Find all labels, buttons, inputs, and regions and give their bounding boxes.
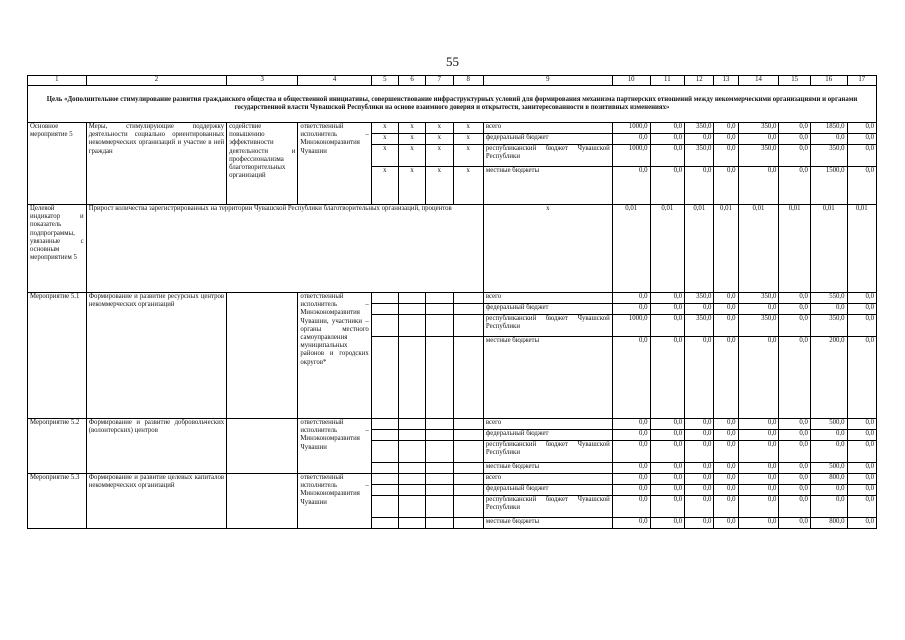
- amount-cell: 0,0: [779, 337, 810, 419]
- code-cell: [453, 496, 483, 518]
- funding-source: федеральный бюджет: [483, 134, 612, 145]
- code-cell: x: [399, 167, 426, 205]
- code-cell: [426, 441, 453, 463]
- amount-cell: 0,0: [612, 293, 650, 304]
- amount-cell: 350,0: [810, 145, 847, 167]
- amount-cell: 0,0: [685, 134, 714, 145]
- code-cell: x: [426, 123, 453, 134]
- amount-cell: 0,0: [779, 145, 810, 167]
- amount-cell: 0,0: [738, 496, 779, 518]
- code-cell: x: [453, 123, 483, 134]
- column-number: 16: [810, 76, 847, 86]
- responsible-executor: ответственный исполнитель – Минэкономразвития Чувашии, участники – органы местного самоуправления муниципальных районов и городских округов*: [298, 293, 371, 419]
- amount-cell: 0,0: [738, 167, 779, 205]
- measure-goal: [227, 419, 298, 474]
- code-cell: [426, 518, 453, 529]
- amount-cell: 0,0: [779, 518, 810, 529]
- amount-cell: 0,0: [738, 430, 779, 441]
- code-cell: [399, 419, 426, 430]
- code-cell: [426, 485, 453, 496]
- code-cell: [426, 496, 453, 518]
- funding-source: федеральный бюджет: [483, 430, 612, 441]
- column-number: 7: [426, 76, 453, 86]
- column-number: 4: [298, 76, 371, 86]
- amount-cell: 0,0: [650, 315, 685, 337]
- amount-cell: 0,0: [847, 463, 876, 474]
- amount-cell: 0,0: [650, 496, 685, 518]
- amount-cell: 0,0: [650, 134, 685, 145]
- amount-cell: 0,0: [650, 463, 685, 474]
- amount-cell: 0,0: [650, 485, 685, 496]
- table-row: [28, 76, 877, 86]
- code-cell: x: [426, 134, 453, 145]
- amount-cell: 0,0: [738, 419, 779, 430]
- amount-cell: 0,0: [612, 485, 650, 496]
- indicator-x: x: [483, 205, 612, 293]
- column-number: 8: [453, 76, 483, 86]
- column-number: 3: [227, 76, 298, 86]
- table-row: [28, 474, 877, 485]
- measure-name: Меры, стимулирующие поддержку деятельности социально ориентированных некоммерческих организаций и участие в ней граждан: [86, 123, 226, 205]
- amount-cell: 0,0: [847, 441, 876, 463]
- measure-goal: [227, 474, 298, 529]
- amount-cell: 0,0: [685, 419, 714, 430]
- indicator-value: 0,01: [685, 205, 714, 293]
- code-cell: x: [371, 145, 398, 167]
- amount-cell: 1500,0: [810, 167, 847, 205]
- code-cell: x: [371, 167, 398, 205]
- indicator-value: 0,01: [714, 205, 738, 293]
- code-cell: [399, 315, 426, 337]
- amount-cell: 800,0: [810, 474, 847, 485]
- code-cell: [453, 441, 483, 463]
- code-cell: [371, 474, 398, 485]
- amount-cell: 1850,0: [810, 123, 847, 134]
- measure-name: Формирование и развитие добровольческих (волонтерских) центров: [86, 419, 226, 474]
- table-row: [28, 86, 877, 123]
- amount-cell: 0,0: [612, 518, 650, 529]
- program-table: [27, 75, 877, 529]
- amount-cell: 0,0: [714, 304, 738, 315]
- amount-cell: 1000,0: [612, 315, 650, 337]
- code-cell: [399, 293, 426, 304]
- amount-cell: 1000,0: [612, 123, 650, 134]
- column-number: 2: [86, 76, 226, 86]
- amount-cell: 350,0: [738, 145, 779, 167]
- amount-cell: 0,0: [714, 463, 738, 474]
- code-cell: [371, 419, 398, 430]
- amount-cell: 0,0: [847, 419, 876, 430]
- amount-cell: 0,0: [650, 123, 685, 134]
- amount-cell: 350,0: [685, 145, 714, 167]
- column-number: 10: [612, 76, 650, 86]
- amount-cell: 0,0: [779, 304, 810, 315]
- code-cell: [399, 518, 426, 529]
- code-cell: [399, 337, 426, 419]
- funding-source: республиканский бюджет Чувашской Республики: [483, 145, 612, 167]
- amount-cell: 0,0: [685, 337, 714, 419]
- amount-cell: 0,0: [650, 430, 685, 441]
- amount-cell: 200,0: [810, 337, 847, 419]
- responsible-executor: ответственный исполнитель – Минэкономразвития Чувашии: [298, 474, 371, 529]
- code-cell: [371, 463, 398, 474]
- funding-source: федеральный бюджет: [483, 304, 612, 315]
- code-cell: [371, 304, 398, 315]
- amount-cell: 0,0: [779, 441, 810, 463]
- column-number: 11: [650, 76, 685, 86]
- funding-source: местные бюджеты: [483, 463, 612, 474]
- funding-source: всего: [483, 474, 612, 485]
- amount-cell: 0,0: [738, 474, 779, 485]
- indicator-label: Целевой индикатор и показатель подпрограммы, увязанные с основным мероприятием 5: [28, 205, 87, 293]
- code-cell: [371, 315, 398, 337]
- column-number: 14: [738, 76, 779, 86]
- code-cell: [453, 474, 483, 485]
- amount-cell: 0,0: [779, 315, 810, 337]
- indicator-value: 0,01: [650, 205, 685, 293]
- column-number: 6: [399, 76, 426, 86]
- indicator-value: 0,01: [810, 205, 847, 293]
- goal-text: Цель «Дополнительное стимулирование развития гражданского общества и общественной инициативы, совершенствование инфраструктурных условий для формирования механизма партнерских отношений между некоммерческими организациями и органами государственной власти Чувашской Республики на основе взаимного доверия и открытости, заинтересованности в позитивных изменениях»: [28, 86, 877, 123]
- amount-cell: 0,0: [685, 430, 714, 441]
- code-cell: [371, 485, 398, 496]
- code-cell: [426, 419, 453, 430]
- code-cell: [399, 474, 426, 485]
- code-cell: [453, 337, 483, 419]
- code-cell: x: [399, 123, 426, 134]
- measure-code: Мероприятие 5.3: [28, 474, 87, 529]
- amount-cell: 0,0: [714, 293, 738, 304]
- amount-cell: 0,0: [650, 518, 685, 529]
- column-number: 13: [714, 76, 738, 86]
- amount-cell: 0,0: [847, 496, 876, 518]
- code-cell: x: [371, 134, 398, 145]
- code-cell: x: [399, 145, 426, 167]
- amount-cell: 0,0: [612, 430, 650, 441]
- amount-cell: 0,0: [847, 304, 876, 315]
- amount-cell: 0,0: [650, 419, 685, 430]
- amount-cell: 0,0: [738, 485, 779, 496]
- measure-name: Формирование и развитие целевых капиталов некоммерческих организаций: [86, 474, 226, 529]
- amount-cell: 0,0: [779, 419, 810, 430]
- funding-source: республиканский бюджет Чувашской Республики: [483, 496, 612, 518]
- amount-cell: 0,0: [738, 304, 779, 315]
- amount-cell: 0,0: [612, 419, 650, 430]
- column-number: 1: [28, 76, 87, 86]
- amount-cell: 0,0: [779, 167, 810, 205]
- amount-cell: 0,0: [714, 167, 738, 205]
- amount-cell: 350,0: [738, 293, 779, 304]
- responsible-executor: ответственный исполнитель – Минэкономразвития Чувашии: [298, 123, 371, 205]
- amount-cell: 0,0: [738, 134, 779, 145]
- code-cell: [399, 430, 426, 441]
- amount-cell: 0,0: [650, 293, 685, 304]
- amount-cell: 0,0: [650, 474, 685, 485]
- code-cell: [371, 430, 398, 441]
- amount-cell: 0,0: [612, 474, 650, 485]
- amount-cell: 0,0: [714, 474, 738, 485]
- amount-cell: 0,0: [685, 496, 714, 518]
- code-cell: [426, 463, 453, 474]
- amount-cell: 350,0: [685, 315, 714, 337]
- code-cell: [426, 293, 453, 304]
- code-cell: x: [426, 145, 453, 167]
- amount-cell: 0,0: [738, 337, 779, 419]
- indicator-text: Прирост количества зарегистрированных на территории Чувашской Республики благотворительных организаций, процентов: [86, 205, 483, 293]
- column-number: 15: [779, 76, 810, 86]
- amount-cell: 0,0: [779, 496, 810, 518]
- measure-goal: содействие повышению эффективности деятельности и профессионализма благотворительных организаций: [227, 123, 298, 205]
- amount-cell: 800,0: [810, 518, 847, 529]
- amount-cell: 0,0: [714, 134, 738, 145]
- amount-cell: 0,0: [685, 167, 714, 205]
- code-cell: [453, 518, 483, 529]
- indicator-value: 0,01: [612, 205, 650, 293]
- amount-cell: 350,0: [738, 123, 779, 134]
- amount-cell: 0,0: [714, 496, 738, 518]
- amount-cell: 0,0: [810, 485, 847, 496]
- amount-cell: 0,0: [714, 337, 738, 419]
- amount-cell: 0,0: [810, 441, 847, 463]
- amount-cell: 1000,0: [612, 145, 650, 167]
- page-number: 55: [446, 54, 459, 69]
- amount-cell: 0,0: [612, 304, 650, 315]
- column-number: 12: [685, 76, 714, 86]
- amount-cell: 0,0: [847, 293, 876, 304]
- amount-cell: 0,0: [612, 134, 650, 145]
- code-cell: [371, 441, 398, 463]
- amount-cell: 0,0: [714, 441, 738, 463]
- amount-cell: 350,0: [810, 315, 847, 337]
- amount-cell: 0,0: [685, 518, 714, 529]
- funding-source: всего: [483, 123, 612, 134]
- amount-cell: 0,0: [847, 474, 876, 485]
- amount-cell: 0,0: [738, 518, 779, 529]
- column-number: 5: [371, 76, 398, 86]
- amount-cell: 0,0: [779, 134, 810, 145]
- amount-cell: 0,0: [714, 419, 738, 430]
- amount-cell: 0,0: [650, 304, 685, 315]
- amount-cell: 0,0: [847, 485, 876, 496]
- funding-source: местные бюджеты: [483, 337, 612, 419]
- amount-cell: 0,0: [738, 463, 779, 474]
- amount-cell: 0,0: [810, 134, 847, 145]
- funding-source: всего: [483, 293, 612, 304]
- amount-cell: 500,0: [810, 419, 847, 430]
- measure-code: Основное мероприятие 5: [28, 123, 87, 205]
- code-cell: x: [399, 134, 426, 145]
- code-cell: [453, 293, 483, 304]
- amount-cell: 0,0: [650, 145, 685, 167]
- amount-cell: 350,0: [685, 293, 714, 304]
- amount-cell: 0,0: [847, 123, 876, 134]
- measure-goal: [227, 293, 298, 419]
- table-row: [28, 293, 877, 304]
- indicator-value: 0,01: [779, 205, 810, 293]
- amount-cell: 0,0: [650, 441, 685, 463]
- funding-source: федеральный бюджет: [483, 485, 612, 496]
- amount-cell: 0,0: [650, 337, 685, 419]
- column-number: 9: [483, 76, 612, 86]
- funding-source: всего: [483, 419, 612, 430]
- amount-cell: 0,0: [847, 167, 876, 205]
- code-cell: [371, 293, 398, 304]
- amount-cell: 0,0: [714, 315, 738, 337]
- table-row: [28, 123, 877, 134]
- code-cell: [426, 430, 453, 441]
- amount-cell: 0,0: [714, 485, 738, 496]
- amount-cell: 0,0: [779, 485, 810, 496]
- funding-source: республиканский бюджет Чувашской Республики: [483, 315, 612, 337]
- amount-cell: 0,0: [714, 123, 738, 134]
- code-cell: [453, 463, 483, 474]
- amount-cell: 0,0: [847, 134, 876, 145]
- amount-cell: 0,0: [685, 485, 714, 496]
- code-cell: [371, 496, 398, 518]
- amount-cell: 0,0: [714, 145, 738, 167]
- code-cell: x: [453, 134, 483, 145]
- code-cell: [426, 337, 453, 419]
- amount-cell: 0,0: [779, 474, 810, 485]
- amount-cell: 0,0: [810, 304, 847, 315]
- amount-cell: 0,0: [847, 518, 876, 529]
- amount-cell: 0,0: [810, 430, 847, 441]
- amount-cell: 0,0: [779, 430, 810, 441]
- amount-cell: 0,0: [685, 441, 714, 463]
- amount-cell: 0,0: [714, 518, 738, 529]
- code-cell: [399, 496, 426, 518]
- code-cell: [399, 304, 426, 315]
- table-row: [28, 205, 877, 293]
- funding-source: республиканский бюджет Чувашской Республики: [483, 441, 612, 463]
- table-row: [28, 419, 877, 430]
- code-cell: [426, 474, 453, 485]
- amount-cell: 0,0: [612, 441, 650, 463]
- amount-cell: 0,0: [612, 337, 650, 419]
- code-cell: x: [453, 145, 483, 167]
- code-cell: [453, 315, 483, 337]
- code-cell: [453, 419, 483, 430]
- code-cell: x: [426, 167, 453, 205]
- code-cell: [371, 518, 398, 529]
- amount-cell: 0,0: [847, 430, 876, 441]
- amount-cell: 0,0: [685, 304, 714, 315]
- code-cell: [399, 485, 426, 496]
- amount-cell: 0,0: [685, 474, 714, 485]
- amount-cell: 350,0: [738, 315, 779, 337]
- amount-cell: 0,0: [612, 463, 650, 474]
- code-cell: x: [371, 123, 398, 134]
- amount-cell: 0,0: [650, 167, 685, 205]
- code-cell: [399, 463, 426, 474]
- amount-cell: 0,0: [779, 123, 810, 134]
- amount-cell: 0,0: [738, 441, 779, 463]
- amount-cell: 0,0: [612, 496, 650, 518]
- funding-source: местные бюджеты: [483, 518, 612, 529]
- code-cell: x: [453, 167, 483, 205]
- amount-cell: 0,0: [810, 496, 847, 518]
- amount-cell: 0,0: [779, 293, 810, 304]
- code-cell: [453, 430, 483, 441]
- indicator-value: 0,01: [738, 205, 779, 293]
- amount-cell: 0,0: [612, 167, 650, 205]
- measure-code: Мероприятие 5.2: [28, 419, 87, 474]
- column-number: 17: [847, 76, 876, 86]
- code-cell: [453, 485, 483, 496]
- responsible-executor: ответственный исполнитель – Минэкономразвития Чувашии: [298, 419, 371, 474]
- amount-cell: 350,0: [685, 123, 714, 134]
- measure-code: Мероприятие 5.1: [28, 293, 87, 419]
- measure-name: Формирование и развитие ресурсных центров некоммерческих организаций: [86, 293, 226, 419]
- amount-cell: 0,0: [847, 315, 876, 337]
- code-cell: [399, 441, 426, 463]
- amount-cell: 0,0: [847, 337, 876, 419]
- amount-cell: 500,0: [810, 463, 847, 474]
- code-cell: [453, 304, 483, 315]
- funding-source: местные бюджеты: [483, 167, 612, 205]
- code-cell: [371, 337, 398, 419]
- amount-cell: 0,0: [685, 463, 714, 474]
- code-cell: [426, 304, 453, 315]
- amount-cell: 550,0: [810, 293, 847, 304]
- amount-cell: 0,0: [714, 430, 738, 441]
- amount-cell: 0,0: [779, 463, 810, 474]
- indicator-value: 0,01: [847, 205, 876, 293]
- code-cell: [426, 315, 453, 337]
- amount-cell: 0,0: [847, 145, 876, 167]
